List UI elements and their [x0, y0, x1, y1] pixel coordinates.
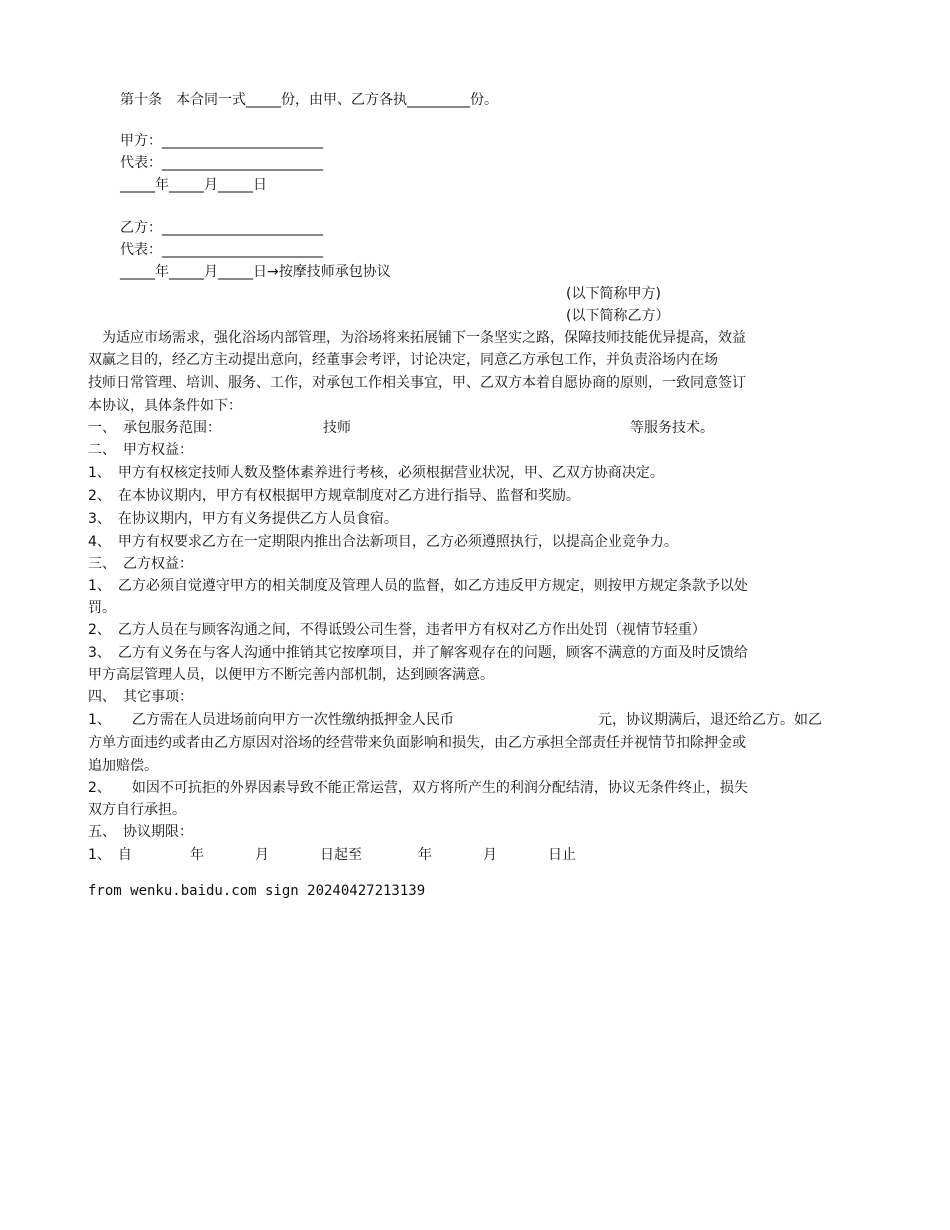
- term-end-year: 年: [418, 847, 432, 863]
- section-3-item-3-line: 甲方高层管理人员，以便甲方不断完善内部机制，达到顾客满意。: [88, 667, 494, 683]
- section-5-title: 五、 协议期限：: [88, 824, 193, 840]
- term-end-month: 月: [483, 847, 497, 863]
- section-3-title: 三、 乙方权益：: [88, 556, 193, 572]
- party-a-date-line: _____年_____月_____日: [120, 177, 267, 193]
- intro-paragraph-line: 本协议，具体条件如下：: [88, 398, 242, 414]
- section-3-item-1-line: 1、 乙方必须自觉遵守甲方的相关制度及管理人员的监督，如乙方违反甲方规定，则按甲方规定条款予以处: [88, 578, 748, 594]
- section-4-item-1-continued: 元，协议期满后，退还给乙方。如乙: [598, 712, 822, 728]
- term-start-prefix: 1、 自: [88, 847, 132, 863]
- alias-party-a: (以下简称甲方): [566, 286, 661, 302]
- section-3-item-3-line: 3、 乙方有义务在与客人沟通中推销其它按摩项目，并了解客观存在的问题，顾客不满意的方面及时反馈给: [88, 645, 748, 661]
- section-2-item: 3、 在协议期内，甲方有义务提供乙方人员食宿。: [88, 511, 398, 527]
- section-3-item-2: 2、 乙方人员在与顾客沟通之间，不得诋毁公司生誉，违者甲方有权对乙方作出处罚（视情节轻重）: [88, 622, 706, 638]
- section-1-services-end: 等服务技术。: [630, 420, 714, 436]
- term-start-year: 年: [190, 847, 204, 863]
- section-2-item: 4、 甲方有权要求乙方在一定期限内推出合法新项目，乙方必须遵照执行，以提高企业竞争力。: [88, 534, 678, 550]
- section-3-item-1-line: 罚。: [88, 600, 116, 616]
- party-b-date-and-agreement-title: _____年_____月_____日→按摩技师承包协议: [120, 264, 391, 280]
- intro-paragraph-line: 为适应市场需求，强化浴场内部管理，为浴场将来拓展铺下一条坚实之路，保障技师技能优异提高，效益: [88, 330, 746, 346]
- intro-paragraph-line: 技师日常管理、培训、服务、工作，对承包工作相关事宜，甲、乙双方本着自愿协商的原则，一致同意签订: [88, 375, 746, 391]
- section-4-item-2-line: 双方自行承担。: [88, 802, 186, 818]
- term-end-day: 日止: [548, 847, 576, 863]
- section-1-technician-label: 技师: [323, 420, 351, 436]
- section-2-item: 1、 甲方有权核定技师人数及整体素养进行考核，必须根据营业状况，甲、乙双方协商决定。: [88, 465, 664, 481]
- section-4-title: 四、 其它事项：: [88, 689, 193, 705]
- source-footer: from wenku.baidu.com sign 20240427213139: [88, 883, 426, 899]
- section-1-title: 一、 承包服务范围：: [88, 420, 221, 436]
- alias-party-b: (以下简称乙方）: [566, 308, 670, 324]
- section-2-title: 二、 甲方权益：: [88, 442, 193, 458]
- section-4-item-1-line: 方单方面违约或者由乙方原因对浴场的经营带来负面影响和损失，由乙方承担全部责任并视情节扣除押金或: [88, 735, 746, 751]
- term-start-day: 日起至: [320, 847, 362, 863]
- article-10-text: 第十条 本合同一式_____份，由甲、乙方各执_________份。: [120, 92, 498, 108]
- party-b-signature-line: 乙方：_______________________: [120, 220, 323, 236]
- party-a-signature-line: 甲方：_______________________: [120, 133, 323, 149]
- party-b-representative-line: 代表：_______________________: [120, 242, 323, 258]
- party-a-representative-line: 代表：_______________________: [120, 155, 323, 171]
- section-4-item-1-line: 追加赔偿。: [88, 758, 158, 774]
- section-2-item: 2、 在本协议期内，甲方有权根据甲方规章制度对乙方进行指导、监督和奖励。: [88, 488, 580, 504]
- term-start-month: 月: [255, 847, 269, 863]
- intro-paragraph-line: 双赢之目的，经乙方主动提出意向，经董事会考评，讨论决定，同意乙方承包工作，并负责浴场内在场: [88, 352, 718, 368]
- section-4-item-1-start: 1、 乙方需在人员进场前向甲方一次性缴纳抵押金人民币: [88, 712, 454, 728]
- section-4-item-2-line: 2、 如因不可抗拒的外界因素导致不能正常运营，双方将所产生的利润分配结清，协议无条件终止，损失: [88, 780, 748, 796]
